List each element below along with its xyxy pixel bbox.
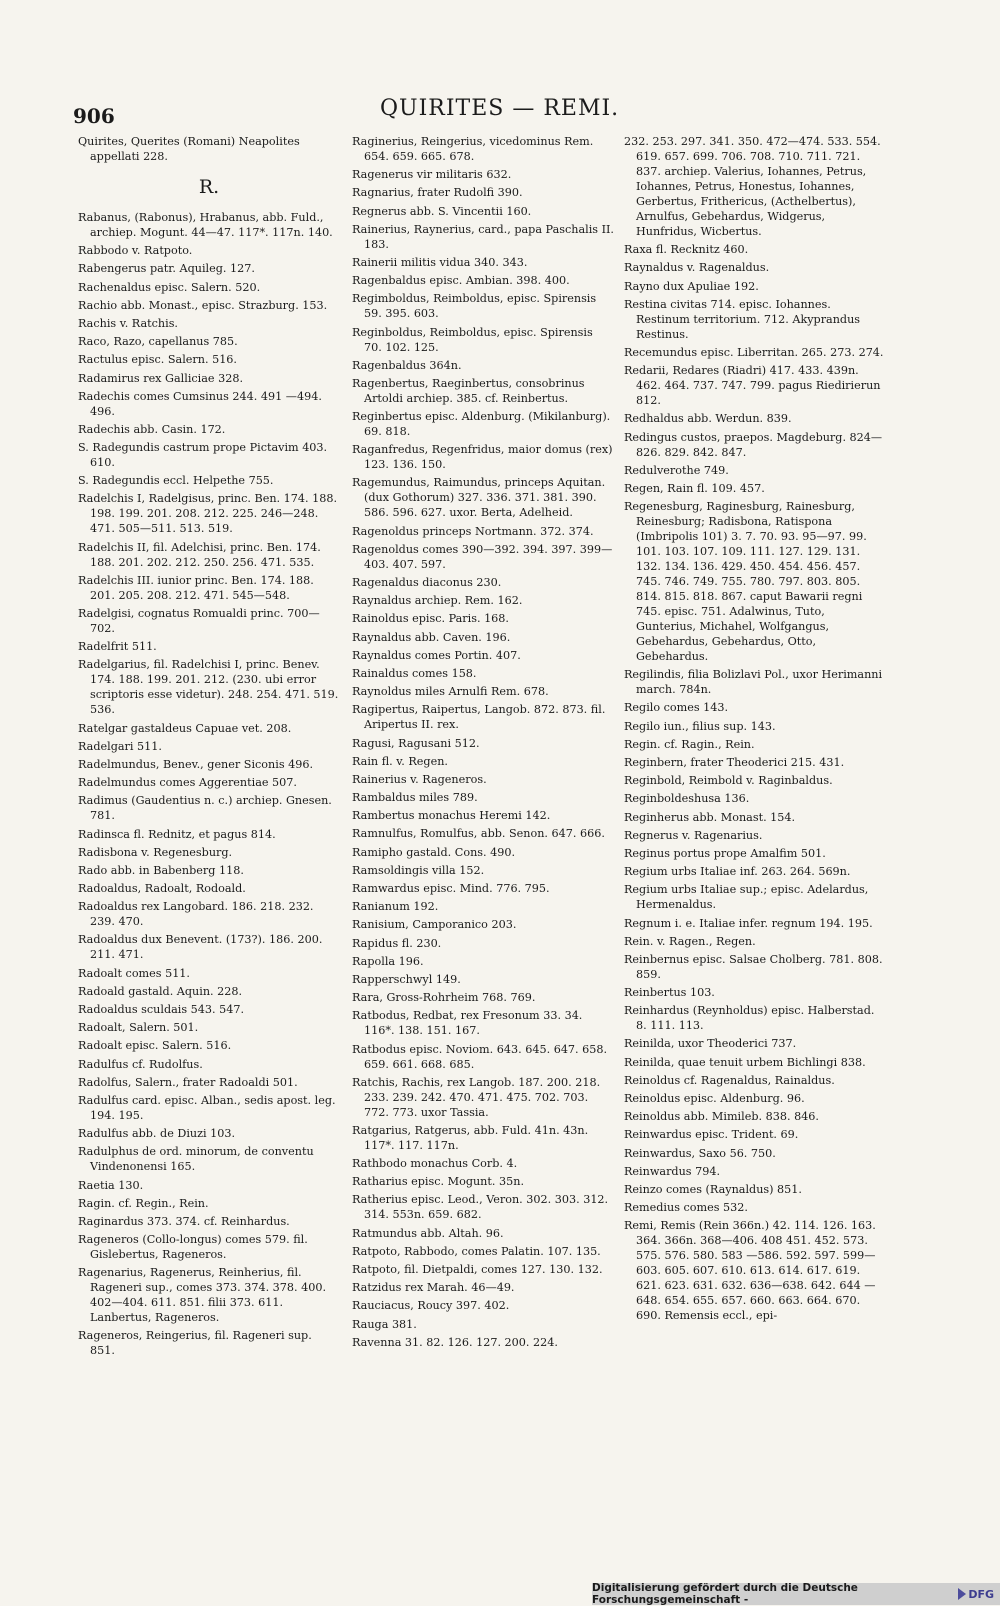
index-entry: Ragenerus vir militaris 632. [352,168,512,182]
index-entry: Radechis abb. Casin. 172. [78,422,226,436]
index-entry: Restina civitas 714. episc. Iohannes. Restinum territorium. 712. Akyprandus Restinus. [624,297,861,341]
index-entry: Rein. v. Ragen., Regen. [624,934,756,948]
index-entry: Radolfus, Salern., frater Radoaldi 501. [78,1075,298,1089]
index-entry: Regnerus abb. S. Vincentii 160. [352,204,532,218]
index-entry: Ratbodus episc. Noviom. 643. 645. 647. 658. 659. 661. 668. 685. [352,1042,608,1071]
index-entry: Radelgisi, cognatus Romualdi princ. 700—702. [78,607,320,635]
index-entry: Ragusi, Ragusani 512. [352,736,480,750]
index-entry: Ratbodus, Redbat, rex Fresonum 33. 34. 116*. 138. 151. 167. [352,1009,583,1038]
index-entry: Rachenaldus episc. Salern. 520. [78,280,261,294]
index-entry: Ragin. cf. Regin., Rein. [78,1196,209,1210]
index-entry: Ragenbaldus 364n. [352,358,462,372]
index-entry: Ragenoldus princeps Nortmann. 372. 374. [352,524,594,538]
index-entry: Radulfus cf. Rudolfus. [78,1057,203,1071]
index-entry: Radelchis III. iunior princ. Ben. 174. 188. 201. 205. 208. 212. 471. 545—548. [78,573,314,602]
index-entry: Radechis comes Cumsinus 244. 491 —494. 496. [78,389,322,418]
index-entry: Radamirus rex Galliciae 328. [78,371,243,385]
index-entry: Rado abb. in Babenberg 118. [78,863,244,877]
page-title: QUIRITES — REMI. [380,96,620,121]
index-entry: Rainerius, Raynerius, card., papa Paschalis II. 183. [352,222,614,251]
index-entry: Radelchis I, Radelgisus, princ. Ben. 174. 188. 198. 199. 201. 208. 212. 225. 246—248. 471. 505—511. 513. 519. [78,492,338,536]
index-entry: Raginerius, Reingerius, vicedominus Rem. 654. 659. 665. 678. [352,135,594,163]
index-entry: Raxa fl. Recknitz 460. [624,243,749,257]
index-entry: Radimus (Gaudentius n. c.) archiep. Gnesen. 781. [78,794,332,823]
index-entry: S. Radegundis castrum prope Pictavim 403. 610. [78,441,328,470]
index-entry: Ratchis, Rachis, rex Langob. 187. 200. 218. 233. 239. 242. 470. 471. 475. 702. 703. 772. 773. uxor Tassia. [352,1075,601,1119]
index-entry: Regin. cf. Ragin., Rein. [624,737,755,751]
index-entry: Radoald gastald. Aquin. 228. [78,984,243,998]
index-entry: Raynaldus comes Portin. 407. [352,648,521,662]
index-entry: Ragenbaldus episc. Ambian. 398. 400. [352,274,570,288]
index-entry: Redhaldus abb. Werdun. 839. [624,412,792,426]
index-entry: Raetia 130. [78,1178,144,1192]
index-entry: Reinhardus (Reynholdus) episc. Halberstad. 8. 111. 113. [624,1004,875,1033]
footer-bar [592,1583,1000,1605]
index-entry: Ratherius episc. Leod., Veron. 302. 303. 312. 314. 553n. 659. 682. [352,1193,609,1222]
index-entry: Reinoldus abb. Mimileb. 838. 846. [624,1110,819,1124]
index-entry: Radoalt, Salern. 501. [78,1021,199,1035]
index-entry: Ratelgar gastaldeus Capuae vet. 208. [78,721,292,735]
index-entry: Ramsoldingis villa 152. [352,863,485,877]
index-entry: Raganfredus, Regenfridus, maior domus (rex) 123. 136. 150. [352,443,613,472]
index-entry: Rainerii militis vidua 340. 343. [352,255,528,269]
index-entry: Radoaldus sculdais 543. 547. [78,1003,245,1016]
dfg-arrow-icon [958,1588,966,1600]
index-entry: Rauciacus, Roucy 397. 402. [352,1299,510,1313]
index-entry: Ragenbertus, Raeginbertus, consobrinus Artoldi archiep. 385. cf. Reinbertus. [352,376,585,405]
index-entry: Ragemundus, Raimundus, princeps Aquitan. (dux Gothorum) 327. 336. 371. 381. 390. 586. 596. 627. uxor. Berta, Adelheid. [352,476,606,520]
index-entry: Reinbernus episc. Salsae Cholberg. 781. 808. 859. [624,952,883,981]
index-entry: Rara, Gross-Rohrheim 768. 769. [352,991,536,1005]
index-entry: Ragenaldus diaconus 230. [352,576,502,589]
index-entry: Radelfrit 511. [78,640,157,654]
index-entry: Reinilda, quae tenuit urbem Bichlingi 838. [624,1055,866,1069]
index-entry: Radinsca fl. Rednitz, et pagus 814. [78,827,276,841]
index-entry: Radulphus de ord. minorum, de conventu Vindenonensi 165. [78,1145,314,1174]
index-entry: Rageneros, Reingerius, fil. Rageneri sup. 851. [78,1329,312,1358]
index-entry: Radulfus abb. de Diuzi 103. [78,1127,236,1141]
index-entry: Radelchis II, fil. Adelchisi, princ. Ben. 174. 188. 201. 202. 212. 250. 256. 471. 535. [78,540,321,569]
index-entry: Rapolla 196. [352,954,424,968]
index-entry: Redarii, Redares (Riadri) 417. 433. 439n. 462. 464. 737. 747. 799. pagus Riedirierun 812. [624,364,881,408]
index-entry: Ragnarius, frater Rudolfi 390. [352,186,523,200]
index-entry: Ragenarius, Ragenerus, Reinherius, fil. Rageneri sup., comes 373. 374. 378. 400. 402—404. 611. 851. filii 373. 611. Lanbertus, Rageneros. [78,1266,327,1325]
index-entry: Rapidus fl. 230. [352,936,442,950]
index-entry: Rabbodo v. Ratpoto. [78,244,193,258]
index-entry: Rathbodo monachus Corb. 4. [352,1157,518,1171]
page-number: 906 [73,104,115,128]
index-entry: Remi, Remis (Rein 366n.) 42. 114. 126. 163. 364. 366n. 368—406. 408 451. 452. 573. 575. 576. 580. 583 —586. 592. 597. 599—603. 605. 607. 610. 613. 614. 617. 619. 621. 623. 631. 632. 636—638. 642. 644 —648. 654. 655. 657. 660. 663. 664. 670. 690. Remensis eccl., epi- [624,1219,876,1323]
index-entry: Regenesburg, Raginesburg, Rainesburg, Reinesburg; Radisbona, Ratispona (Imbripolis 101) 3. 7. 70. 93. 95—97. 99. 101. 103. 107. 109. 111. 127. 129. 131. 132. 134. 136. 429. 450. 454. 456. 457. 745. 746. 749. 755. 780. 797. 803. 805. 814. 815. 818. 867. caput Bawarii regni 745. episc. 751. Adalwinus, Tuto, Gunterius, Michahel, Wolfgangus, Gebehardus, Gebehardus, Otto, Gebehardus. [624,500,867,664]
index-entry: Ravenna 31. 82. 126. 127. 200. 224. [352,1335,558,1349]
index-entry: Rabanus, (Rabonus), Hrabanus, abb. Fuld., archiep. Mogunt. 44—47. 117*. 117n. 140. [78,211,333,239]
index-entry: Ramipho gastald. Cons. 490. [352,845,516,859]
index-entry: Rageneros (Collo-longus) comes 579. fil. Gislebertus, Rageneros. [78,1233,308,1262]
index-entry: Regium urbs Italiae inf. 263. 264. 569n. [624,865,851,879]
index-entry: S. Radegundis eccl. Helpethe 755. [78,474,274,488]
index-entry: Regnerus v. Ragenarius. [624,828,763,842]
index-entry: Rambaldus miles 789. [352,791,478,805]
index-entry: Radoaldus, Radoalt, Rodoald. [78,882,246,896]
index-entry: Ratgarius, Ratgerus, abb. Fuld. 41n. 43n. 117*. 117. 117n. [352,1123,589,1152]
index-entry: Ratzidus rex Marah. 46—49. [352,1281,515,1295]
index-entry: Regen, Rain fl. 109. 457. [624,481,765,495]
index-entry: Rambertus monachus Heremi 142. [352,809,551,823]
index-entry: Ractulus episc. Salern. 516. [78,353,237,367]
index-entry: Rauga 381. [352,1317,417,1331]
index-entry: Ratharius episc. Mogunt. 35n. [352,1175,524,1189]
index-column-1 [78,134,340,1362]
dfg-logo [958,1588,994,1601]
index-entry: Reginbern, frater Theoderici 215. 431. [624,756,845,769]
index-entry: Ramnulfus, Romulfus, abb. Senon. 647. 666. [352,827,605,841]
index-entry: Radelgari 511. [78,739,162,753]
index-entry: Reinzo comes (Raynaldus) 851. [624,1182,802,1196]
index-entry: Reginus portus prope Amalfim 501. [624,846,826,860]
index-entry: Rainerius v. Rageneros. [352,772,487,786]
index-entry: Raco, Razo, capellanus 785. [78,335,238,349]
index-entry: Regilo iun., filius sup. 143. [624,719,776,733]
section-letter: R. [198,176,220,198]
index-entry: 232. 253. 297. 341. 350. 472—474. 533. 554. 619. 657. 699. 706. 708. 710. 711. 721. 837. archiep. Valerius, Iohannes, Petrus, Iohannes, Petrus, Honestus, Iohannes, Gerbertus, Frithericus, (Acthelbertus), Arnulfus, Gebehardus, Widgerus, Hunfridus, Wicbertus. [624,135,881,238]
index-entry: Reinwardus episc. Trident. 69. [624,1128,799,1142]
index-entry: Radoalt episc. Salern. 516. [78,1039,232,1053]
dfg-logo-text: DFG [968,1587,994,1601]
index-entry: Recemundus episc. Liberritan. 265. 273. 274. [624,345,884,359]
index-entry: Raynaldus abb. Caven. 196. [352,630,511,644]
index-entry: Regium urbs Italiae sup.; episc. Adelardus, Hermenaldus. [624,883,869,912]
index-entry: Ramwardus episc. Mind. 776. 795. [352,882,550,895]
index-entry: Radelgarius, fil. Radelchisi I, princ. Benev. 174. 188. 199. 201. 212. (230. ubi error scriptoris esse videtur). 248. 254. 471. 519. 536. [78,658,339,717]
index-entry: Reginbertus episc. Aldenburg. (Mikilanburg). 69. 818. [352,410,611,439]
index-entry: Regnum i. e. Italiae infer. regnum 194. 195. [624,916,873,930]
index-entry: Reginboldeshusa 136. [624,792,750,806]
index-entry: Raynaldus v. Ragenaldus. [624,261,770,275]
index-entry: Reinwardus, Saxo 56. 750. [624,1146,776,1160]
footer-funding-text: Digitalisierung gefördert durch die Deutsche Forschungsgemeinschaft - [592,1582,858,1606]
index-entry: Rachis v. Ratchis. [78,316,178,330]
index-entry: Rachio abb. Monast., episc. Strazburg. 153. [78,298,328,312]
index-entry: Regilo comes 143. [624,701,729,715]
index-entry: Ragenoldus comes 390—392. 394. 397. 399—403. 407. 597. [352,542,613,571]
index-column-3 [624,134,884,1327]
index-entry: Redingus custos, praepos. Magdeburg. 824—826. 829. 842. 847. [624,430,883,459]
index-entry: Regimboldus, Reimboldus, episc. Spirensis 59. 395. 603. [352,292,597,321]
index-entry: Reinbertus 103. [624,986,715,1000]
index-entry: Ranianum 192. [352,900,439,914]
index-entry: Ratpoto, Rabbodo, comes Palatin. 107. 135. [352,1244,601,1258]
index-entry: Raynaldus archiep. Rem. 162. [352,594,523,608]
index-entry: Radisbona v. Regenesburg. [78,845,233,859]
index-entry: Radulfus card. episc. Alban., sedis apost. leg. 194. 195. [78,1093,336,1122]
index-entry: Reginbold, Reimbold v. Raginbaldus. [624,774,833,788]
index-entry: Reinwardus 794. [624,1164,720,1178]
index-entry: Raynoldus miles Arnulfi Rem. 678. [352,685,549,699]
index-entry: Rain fl. v. Regen. [352,754,448,768]
index-entry: Raginardus 373. 374. cf. Reinhardus. [78,1214,290,1228]
index-entry: Ratpoto, fil. Dietpaldi, comes 127. 130. 132. [352,1263,603,1276]
index-entry: Radoaldus dux Benevent. (173?). 186. 200. 211. 471. [78,933,323,962]
index-entry: Radelmundus, Benev., gener Siconis 496. [78,757,314,771]
index-entry: Rapperschwyl 149. [352,972,461,986]
index-entry: Reinilda, uxor Theoderici 737. [624,1037,797,1051]
index-entry: Radelmundus comes Aggerentiae 507. [78,776,297,790]
index-entry: Reinoldus cf. Ragenaldus, Rainaldus. [624,1073,835,1087]
index-entry: Ratmundus abb. Altah. 96. [352,1226,504,1240]
index-entry: Rabengerus patr. Aquileg. 127. [78,262,255,276]
index-entry: Reginherus abb. Monast. 154. [624,810,796,824]
index-entry: Redulverothe 749. [624,463,729,477]
index-entry: Radoalt comes 511. [78,966,190,980]
index-entry: Reinoldus episc. Aldenburg. 96. [624,1092,805,1105]
index-entry: Regilindis, filia Bolizlavi Pol., uxor Herimanni march. 784n. [624,668,883,697]
index-entry: Quirites, Querites (Romani) Neapolites appellati 228. [78,135,300,163]
index-entry: Ragipertus, Raipertus, Langob. 872. 873. fil. Aripertus II. rex. [352,703,606,732]
index-entry: Rainoldus episc. Paris. 168. [352,612,509,626]
index-entry: Ranisium, Camporanico 203. [352,918,517,932]
index-entry: Radoaldus rex Langobard. 186. 218. 232. 239. 470. [78,900,314,929]
index-entry: Remedius comes 532. [624,1201,748,1215]
index-entry: Rainaldus comes 158. [352,666,477,680]
index-entry: Rayno dux Apuliae 192. [624,279,759,293]
index-column-2 [352,134,614,1353]
index-entry: Reginboldus, Reimboldus, episc. Spirensis 70. 102. 125. [352,325,593,354]
